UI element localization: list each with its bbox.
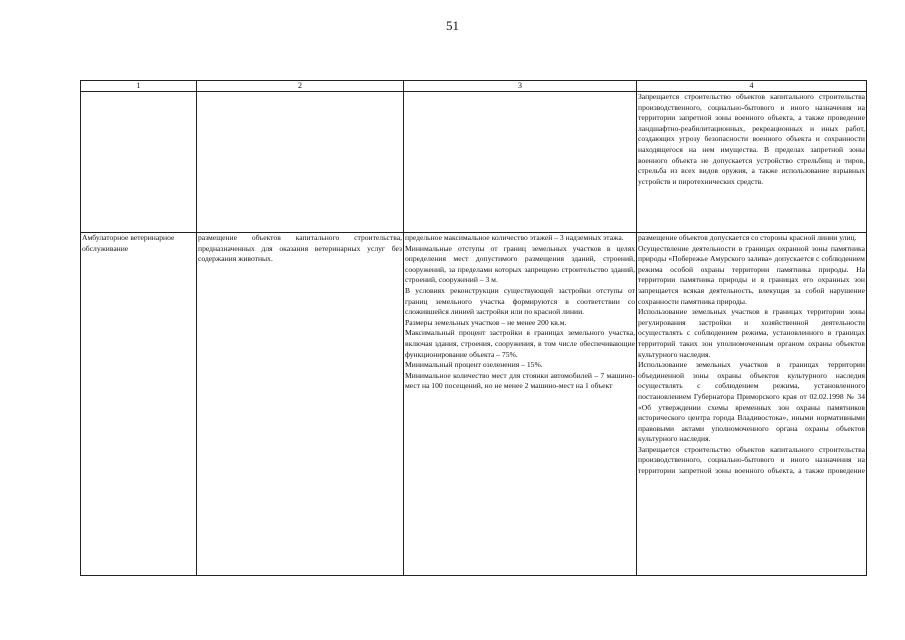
row1-use-type: [81, 92, 197, 233]
column-header-3: 3: [404, 81, 637, 92]
page-number: 51: [446, 18, 459, 33]
column-header-2: 2: [197, 81, 404, 92]
restriction-paragraph: Использование земельных участков в границах территории объединенной зоны охраны объектов культурного наследия осуществлять с соблюдением режима, установленного постановлением Губернатора Приморского края от 02.02.1998 № 34 «Об утверждении схемы временных зон охраны памятников исторического центра города Владивостока», иными нормативными правовыми актами уполномоченного органа охраны объектов культурного наследия.: [638, 360, 865, 444]
column-header-4: 4: [637, 81, 867, 92]
restriction-paragraph: Использование земельных участков в границах территории зоны регулирования застройки и хозяйственной деятельности осуществлять с соблюдением режима, установленного в границах территорий таких зон уполномоченным органом охраны объектов культурного наследия.: [638, 307, 865, 359]
row2-description: размещение объектов капитального строительства, предназначенных для оказания ветеринарных услуг без содержания животных.: [197, 233, 404, 576]
row1-description: [197, 92, 404, 233]
row2-parameters: [404, 233, 637, 576]
regulations-table: [80, 80, 867, 576]
restriction-paragraph: Запрещается строительство объектов капитального строительства производственного, социально-бытового и иного назначения на территории запретной зоны военного объекта, а также проведение: [638, 444, 865, 476]
parameter-paragraph: Размеры земельных участков – не менее 200 кв.м.: [405, 317, 567, 327]
parameter-paragraph: Минимальный процент озеленения – 15%.: [405, 360, 543, 370]
row1-restrictions: Запрещается строительство объектов капитального строительства производственного, социально-бытового и иного назначения на территории запретной зоны военного объекта, а также проведение ландшафтно-реабилитационных, рекреационных и иных работ, создающих угрозу безопасности военного объекта и сохранности находящегося на нем имущества. В пределах запретной зоны военного объекта не допускается устройство стрельбищ и тиров, стрельба из всех видов оружия, а также использование взрывных устройств и пиротехнических средств.: [637, 92, 867, 233]
row2-restrictions: [637, 233, 867, 576]
parameter-paragraph: предельное максимальное количество этажей – 3 надземных этажа.: [405, 233, 624, 242]
column-header-1: 1: [81, 81, 197, 92]
row1-parameters: [404, 92, 637, 233]
table-row: [81, 92, 867, 233]
parameter-paragraph: В условиях реконструкции существующей застройки отступы от границ земельного участка формируются в соответствии со сложившейся линией застройки или по красной линии.: [405, 285, 635, 317]
table-header-row: [81, 81, 867, 92]
parameter-paragraph: Минимальные отступы от границ земельных участков в целях определения мест допустимого размещения зданий, строений, сооружений, за пределами которых запрещено строительство зданий, строений, сооружений – 3 м.: [405, 243, 635, 285]
restriction-paragraph: Осуществление деятельности в границах охранной зоны памятника природы «Побережье Амурского залива» допускается с соблюдением режима особой охраны территории памятника природы. На территории памятника природы и в границах его охранных зон запрещается всякая деятельность, влекущая за собой нарушение сохранности памятника природы.: [638, 243, 865, 306]
parameter-paragraph: Минимальное количество мест для стоянки автомобилей – 7 машино-мест на 100 посещений, но не менее 2 машино-мест на 1 объект: [405, 370, 635, 391]
restriction-paragraph: размещение объектов допускается со стороны красной линии улиц.: [638, 233, 857, 242]
table-row: [81, 233, 867, 576]
row2-use-type: Амбулаторное ветеринарное обслуживание: [81, 233, 197, 576]
parameter-paragraph: Максимальный процент застройки в границах земельного участка, включая здания, строения, сооружения, в том числе обеспечивающие функционирование объекта – 75%.: [405, 328, 635, 359]
